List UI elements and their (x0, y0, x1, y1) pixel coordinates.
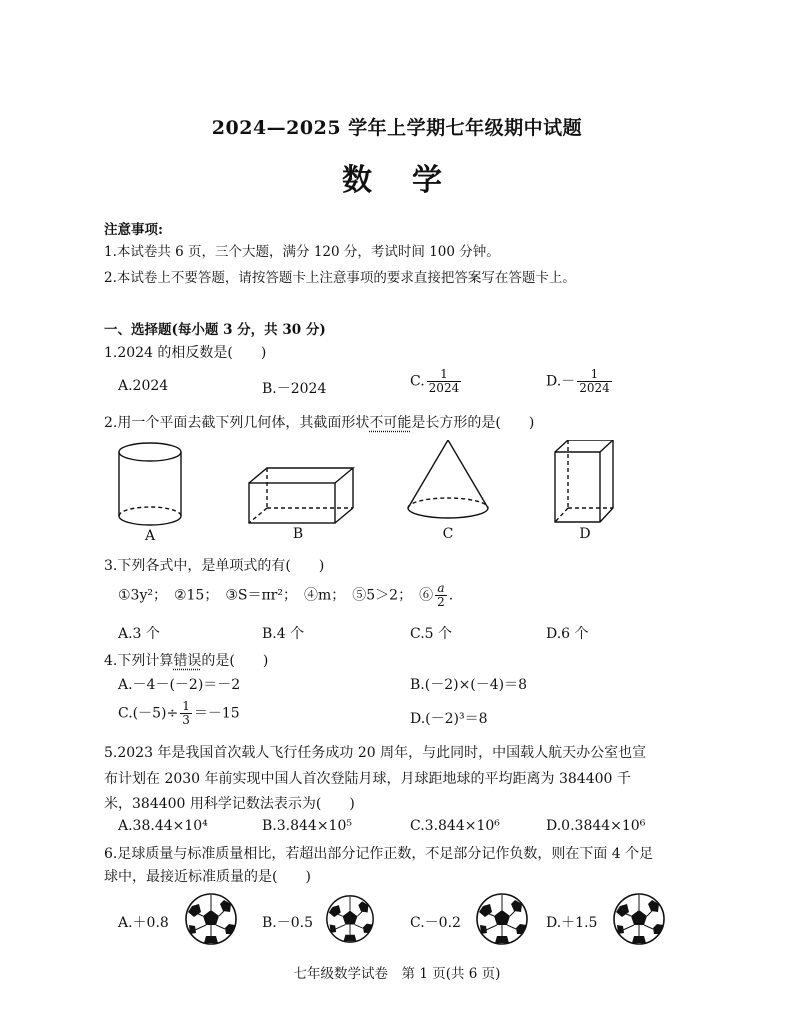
q4-option-b: B.(－2)×(－4)＝8 (410, 677, 528, 693)
q3-option-b: B.4 个 (262, 626, 305, 642)
q5-option-c: C.3.844×10⁶ (410, 818, 500, 834)
question-5-line-3: 米，384400 用科学记数法表示为( ) (104, 796, 355, 812)
q1-option-c: C. $\frac{1}{2024}$ (410, 367, 460, 395)
q6-option-a: A.＋0.8 (118, 915, 169, 931)
question-5-line-1: 5.2023 年是我国首次载人飞行任务成功 20 周年，与此同时，中国载人航天办公室也宣 (104, 745, 647, 761)
emphasis-text: 错误 (173, 653, 202, 669)
q5-option-a: A.38.44×10⁴ (118, 818, 208, 834)
q3-expressions: ①3y²； ②15； ③S＝πr²； ④m； ⑤5＞2； ⑥ $\frac{a}{2}$ . (118, 581, 454, 609)
q6-option-b: B.－0.5 (262, 915, 314, 931)
q6-option-d: D.＋1.5 (546, 915, 598, 931)
section-heading: 一、选择题(每小题 3 分，共 30 分) (104, 322, 326, 338)
prism-figure (555, 440, 613, 522)
exam-title: 2024—2025 学年上学期七年级期中试题 (211, 117, 583, 139)
q3-option-d: D.6 个 (546, 626, 589, 642)
question-4-stem: 4.下列计算错误的是( ) (104, 653, 269, 669)
notice-item-1: 1.本试卷共 6 页，三个大题，满分 120 分，考试时间 100 分钟。 (104, 244, 500, 260)
cone-figure (408, 440, 488, 518)
q3-option-c: C.5 个 (410, 626, 453, 642)
q5-option-d: D.0.3844×10⁶ (546, 818, 646, 834)
q5-option-b: B.3.844×10⁵ (262, 818, 352, 834)
question-2-stem: 2.用一个平面去截下列几何体，其截面形状不可能是长方形的是( ) (104, 415, 535, 431)
emphasis-text: 不可能 (369, 415, 412, 431)
cylinder-figure (119, 443, 181, 525)
subject-title: 数学 (342, 163, 482, 198)
notice-heading: 注意事项: (104, 222, 163, 238)
page-footer: 七年级数学试卷 第 1 页(共 6 页) (293, 966, 501, 982)
question-6-line-2: 球中，最接近标准质量的是( ) (104, 869, 311, 885)
q1-option-d: D.－ $\frac{1}{2024}$ (546, 367, 610, 395)
solid-label-a: A (144, 528, 156, 544)
q1-option-a: A.2024 (118, 378, 169, 394)
solids-figures (110, 440, 670, 540)
soccer-ball-icon (325, 894, 375, 944)
question-1-stem: 1.2024 的相反数是( ) (104, 345, 267, 361)
question-3-stem: 3.下列各式中，是单项式的有( ) (104, 558, 325, 574)
solid-label-d: D (579, 526, 591, 542)
q4-option-a: A.－4－(－2)＝－2 (118, 677, 241, 693)
soccer-ball-icon (475, 892, 529, 946)
q4-option-d: D.(－2)³＝8 (410, 711, 488, 727)
q1-option-b: B.－2024 (262, 381, 327, 397)
q4-option-c: C.(－5)÷ $\frac{1}{3}$ ＝－15 (118, 699, 240, 727)
soccer-ball-icon (184, 892, 238, 946)
question-5-line-2: 布计划在 2030 年前实现中国人首次登陆月球，月球距地球的平均距离为 384400 千 (104, 771, 631, 787)
soccer-ball-icon (612, 892, 666, 946)
solid-label-c: C (442, 526, 454, 542)
notice-item-2: 2.本试卷上不要答题，请按答题卡上注意事项的要求直接把答案写在答题卡上。 (104, 270, 576, 286)
q6-option-c: C.－0.2 (410, 915, 461, 931)
cuboid-figure (249, 468, 353, 523)
solid-label-b: B (292, 526, 304, 542)
question-6-line-1: 6.足球质量与标准质量相比，若超出部分记作正数，不足部分记作负数，则在下面 4 个足 (104, 846, 654, 862)
q3-option-a: A.3 个 (118, 626, 160, 642)
